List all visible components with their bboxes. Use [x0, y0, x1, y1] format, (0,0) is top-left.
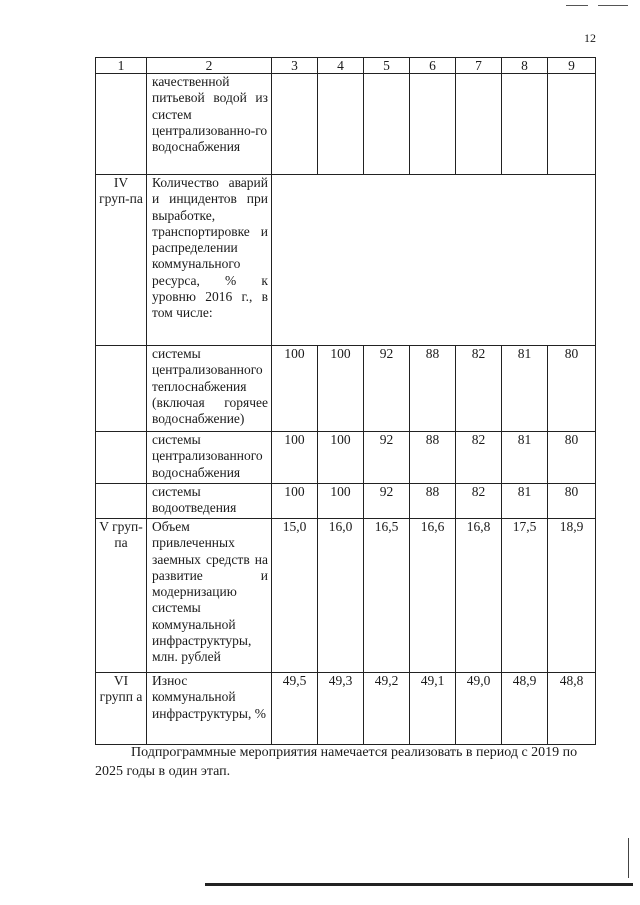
empty-span-cell	[272, 175, 596, 346]
table-row-continuation	[96, 74, 596, 175]
value-cell: 49,1	[410, 673, 456, 745]
value-cell: 100	[272, 484, 318, 519]
value-cell: 48,9	[502, 673, 548, 745]
column-header: 3	[272, 58, 318, 74]
value-cell: 100	[318, 484, 364, 519]
value-cell: 92	[364, 432, 410, 484]
description-cell: качественной питьевой водой из систем централизованно-го водоснабжения	[147, 74, 272, 175]
value-cell	[502, 74, 548, 175]
value-cell	[410, 74, 456, 175]
value-cell: 100	[318, 346, 364, 432]
value-cell: 49,5	[272, 673, 318, 745]
description-cell: системы централизованного водоснабжения	[147, 432, 272, 484]
value-cell: 92	[364, 484, 410, 519]
column-header: 5	[364, 58, 410, 74]
table-row-water	[96, 432, 596, 484]
value-cell: 88	[410, 432, 456, 484]
group-cell	[96, 74, 147, 175]
scan-mark	[628, 838, 629, 878]
value-cell: 18,9	[548, 519, 596, 673]
value-cell: 100	[318, 432, 364, 484]
value-cell: 82	[456, 346, 502, 432]
value-cell: 80	[548, 432, 596, 484]
value-cell: 81	[502, 432, 548, 484]
value-cell: 81	[502, 346, 548, 432]
value-cell	[272, 74, 318, 175]
value-cell	[548, 74, 596, 175]
group-cell: IV груп-па	[96, 175, 147, 346]
indicators-table	[95, 57, 596, 745]
value-cell: 16,5	[364, 519, 410, 673]
column-header: 4	[318, 58, 364, 74]
table-row-group-vi	[96, 673, 596, 745]
value-cell: 49,2	[364, 673, 410, 745]
value-cell: 92	[364, 346, 410, 432]
group-cell: V груп-па	[96, 519, 147, 673]
page-number: 12	[584, 31, 596, 45]
body-paragraph: Подпрограммные мероприятия намечается реализовать в период с 2019 по 2025 годы в один этап.	[95, 745, 578, 779]
value-cell: 16,6	[410, 519, 456, 673]
column-header: 2	[147, 58, 272, 74]
footer-rule	[205, 883, 633, 886]
value-cell: 16,8	[456, 519, 502, 673]
value-cell: 82	[456, 432, 502, 484]
value-cell	[318, 74, 364, 175]
value-cell: 88	[410, 346, 456, 432]
column-header: 7	[456, 58, 502, 74]
value-cell: 100	[272, 346, 318, 432]
value-cell: 100	[272, 432, 318, 484]
scan-mark	[566, 5, 588, 6]
column-header: 1	[96, 58, 147, 74]
group-cell	[96, 346, 147, 432]
description-cell: Количество аварий и инцидентов при выработке, транспортировке и распределении коммунального ресурса, % к уровню 2016 г., в том числе:	[147, 175, 272, 346]
group-cell: VI групп а	[96, 673, 147, 745]
table-row-group-v	[96, 519, 596, 673]
value-cell: 17,5	[502, 519, 548, 673]
value-cell: 81	[502, 484, 548, 519]
value-cell: 80	[548, 346, 596, 432]
column-header: 9	[548, 58, 596, 74]
value-cell	[456, 74, 502, 175]
value-cell: 80	[548, 484, 596, 519]
scan-mark	[598, 5, 628, 6]
value-cell: 49,0	[456, 673, 502, 745]
value-cell: 88	[410, 484, 456, 519]
group-cell	[96, 432, 147, 484]
value-cell: 48,8	[548, 673, 596, 745]
description-cell: Объем привлеченных заемных средств на развитие и модернизацию системы коммунальной инфраструктуры, млн. рублей	[147, 519, 272, 673]
value-cell: 82	[456, 484, 502, 519]
table-row-sewerage	[96, 484, 596, 519]
group-cell	[96, 484, 147, 519]
description-cell: Износ коммунальной инфраструктуры, %	[147, 673, 272, 745]
column-header: 6	[410, 58, 456, 74]
table-row-heat	[96, 346, 596, 432]
value-cell: 16,0	[318, 519, 364, 673]
description-cell: системы централизованного теплоснабжения (включая горячее водоснабжение)	[147, 346, 272, 432]
table-row-group-iv	[96, 175, 596, 346]
column-header: 8	[502, 58, 548, 74]
value-cell	[364, 74, 410, 175]
value-cell: 49,3	[318, 673, 364, 745]
description-cell: системы водоотведения	[147, 484, 272, 519]
header-row	[96, 58, 596, 74]
value-cell: 15,0	[272, 519, 318, 673]
